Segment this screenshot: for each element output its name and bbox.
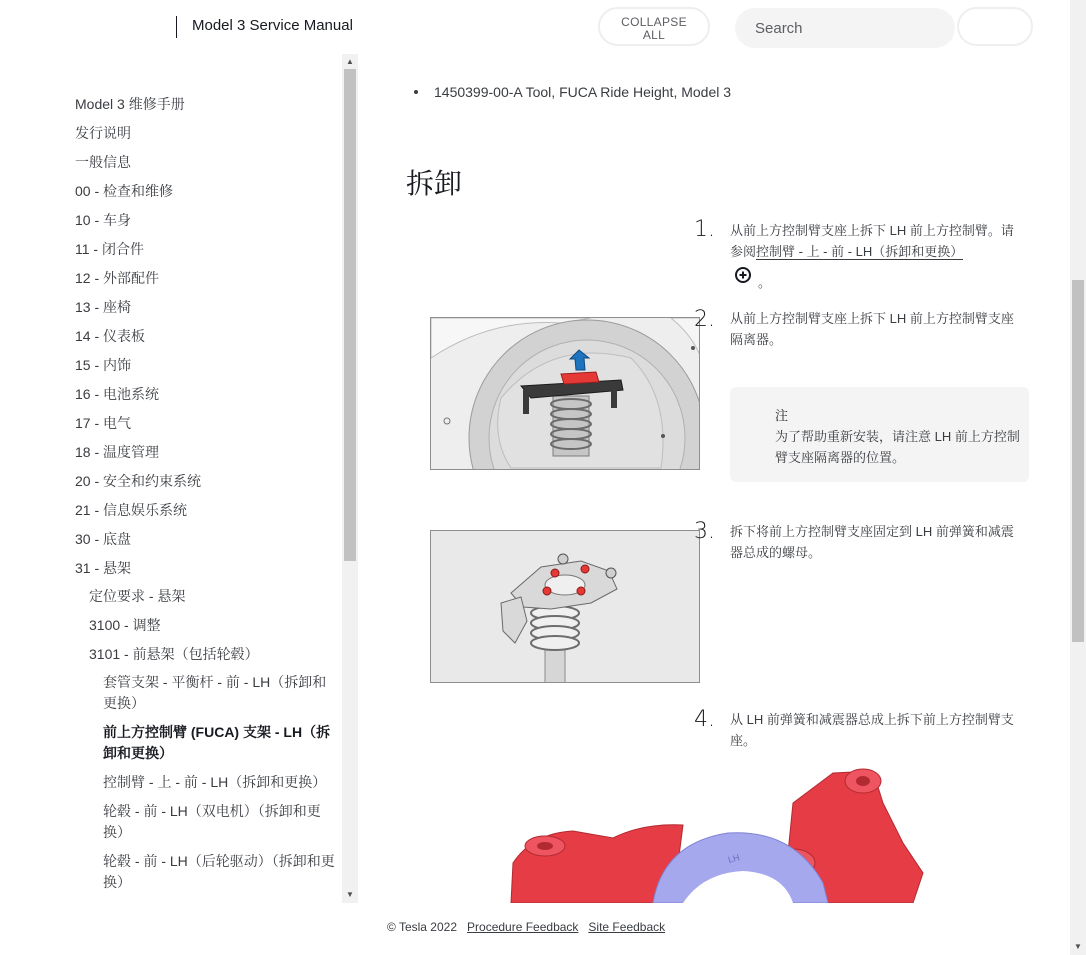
nav-item-fuca-bracket[interactable]: 前上方控制臂 (FUCA) 支架 - LH（拆卸和更换） (103, 724, 331, 761)
triangle-up-icon[interactable]: ▲ (346, 57, 354, 66)
step-number-3: 3. (694, 519, 715, 544)
nav-item-upper-control-arm[interactable]: 控制臂 - 上 - 前 - LH（拆卸和更换） (103, 774, 327, 790)
list-item: 1450399-00-A Tool, FUCA Ride Height, Model 3 (414, 82, 731, 102)
main-content (358, 54, 1070, 903)
copyright-text: © Tesla 2022 (387, 920, 458, 934)
strut-mount-illustration (431, 531, 700, 683)
step-number-2: 2. (694, 307, 715, 332)
figure-mark-label: LH (726, 852, 741, 865)
nav-item-hub-dual-motor[interactable]: 轮毂 - 前 - LH（双电机）（拆卸和更换） (103, 803, 321, 840)
step-text-1 (730, 220, 1026, 262)
nav-item-11[interactable]: 11 - 闭合件 (75, 241, 144, 257)
nav-item-sleeve-bracket[interactable]: 套管支架 - 平衡杆 - 前 - LH（拆卸和更换） (103, 674, 327, 711)
note-label: 注 (775, 408, 789, 423)
nav-item-18[interactable]: 18 - 温度管理 (75, 444, 160, 460)
footer (387, 920, 665, 934)
nav-item-14[interactable]: 14 - 仪表板 (75, 328, 146, 344)
sidebar (0, 54, 358, 903)
plus-circle-icon[interactable] (734, 266, 752, 284)
search-input[interactable] (735, 8, 955, 48)
nav-item-21[interactable]: 21 - 信息娱乐系统 (75, 502, 188, 518)
nav-item-alignment[interactable]: 定位要求 - 悬架 (89, 588, 186, 604)
nav-item-15[interactable]: 15 - 内饰 (75, 357, 132, 373)
figure-isolator-removal (430, 317, 700, 470)
nav-item-general-info[interactable]: 一般信息 (75, 154, 131, 170)
step-number-4: 4. (694, 707, 715, 732)
collapse-all-button[interactable] (598, 7, 710, 46)
nav-item-3100[interactable]: 3100 - 调整 (89, 617, 161, 633)
search-button[interactable] (957, 7, 1033, 46)
nav-item-manual[interactable]: Model 3 维修手册 (75, 96, 185, 112)
nav-item-20[interactable]: 20 - 安全和约束系统 (75, 473, 202, 489)
nav-item-13[interactable]: 13 - 座椅 (75, 299, 132, 315)
site-feedback-link[interactable]: Site Feedback (588, 920, 666, 934)
manual-title[interactable]: Model 3 Service Manual (192, 17, 353, 34)
collapse-label-line2: ALL (642, 27, 666, 42)
page-scrollbar-thumb[interactable] (1072, 280, 1084, 642)
procedure-feedback-link[interactable]: Procedure Feedback (467, 920, 579, 934)
collapse-label-line1: COLLAPSE (621, 14, 687, 29)
step-number-1: 1. (694, 217, 715, 242)
figure-nut-removal (430, 530, 700, 683)
bracket-illustration (503, 763, 973, 903)
note-callout (730, 387, 1029, 482)
sidebar-scrollbar-thumb[interactable] (344, 69, 356, 561)
section-title: 拆卸 (406, 168, 463, 199)
nav-item-16[interactable]: 16 - 电池系统 (75, 386, 160, 402)
nav-item-00[interactable]: 00 - 检查和维修 (75, 183, 174, 199)
triangle-down-icon[interactable]: ▼ (346, 890, 354, 899)
nav-item-31[interactable]: 31 - 悬架 (75, 560, 132, 576)
brand-divider (176, 16, 177, 38)
note-text: 为了帮助重新安装，请注意 LH 前上方控制臂支座隔离器的位置。 (775, 429, 1020, 465)
tool-list (414, 82, 731, 102)
step-text-4: 从 LH 前弹簧和减震器总成上拆下前上方控制臂支座。 (730, 712, 1014, 748)
nav-item-release-notes[interactable]: 发行说明 (75, 125, 131, 141)
nav-item-hub-rwd[interactable]: 轮毂 - 前 - LH（后轮驱动）（拆卸和更换） (103, 853, 335, 890)
isolator-illustration (431, 318, 700, 470)
step-1-text: 从前上方控制臂支座上拆下 LH 前上方控制臂。请参阅 (730, 223, 1014, 259)
nav-item-17[interactable]: 17 - 电气 (75, 415, 132, 431)
header (0, 0, 1070, 54)
nav-item-3101[interactable]: 3101 - 前悬架（包括轮毂） (89, 646, 259, 662)
nav-item-12[interactable]: 12 - 外部配件 (75, 270, 160, 286)
nav-item-30[interactable]: 30 - 底盘 (75, 531, 132, 547)
step-text-3: 拆下将前上方控制臂支座固定到 LH 前弹簧和减震器总成的螺母。 (730, 524, 1014, 560)
step-text-2: 从前上方控制臂支座上拆下 LH 前上方控制臂支座隔离器。 (730, 311, 1014, 347)
triangle-down-icon[interactable]: ▼ (1074, 942, 1082, 951)
nav-item-10[interactable]: 10 - 车身 (75, 212, 132, 228)
step-1-suffix: 。 (758, 275, 772, 290)
control-arm-link[interactable]: 控制臂 - 上 - 前 - LH（拆卸和更换） (756, 244, 964, 259)
